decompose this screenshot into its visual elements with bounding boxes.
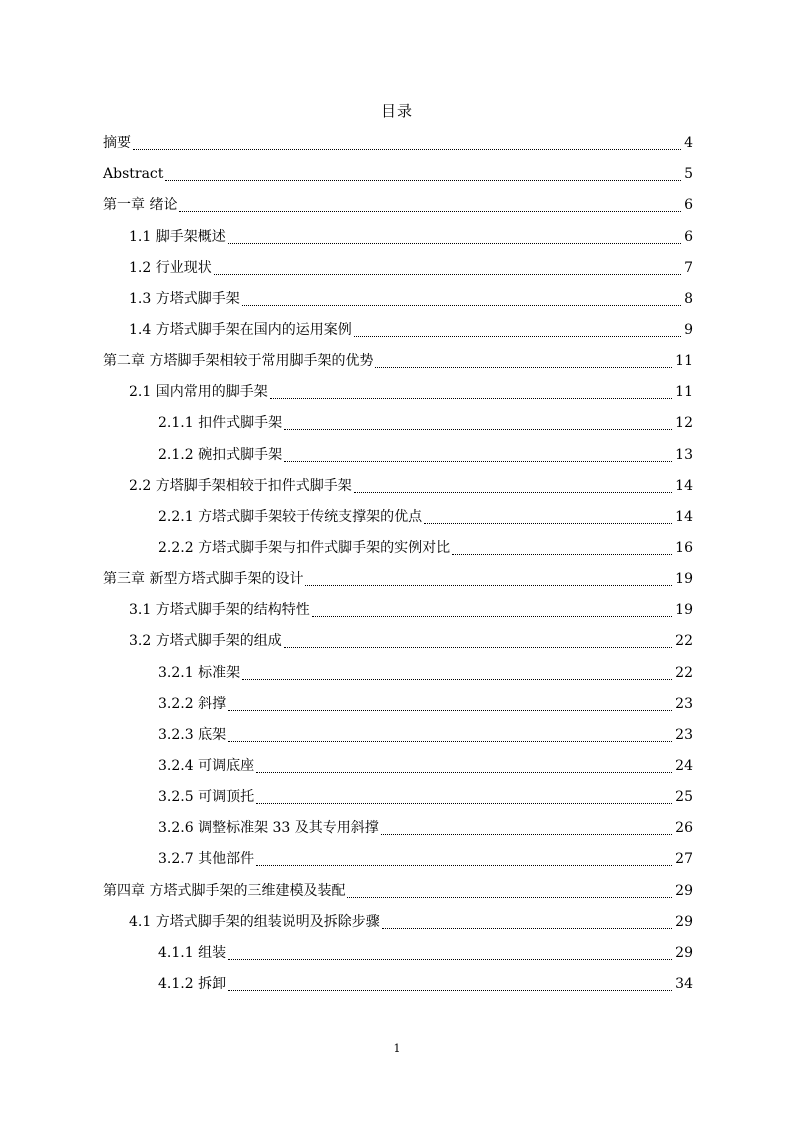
toc-entry-text: 2.2.2 方塔式脚手架与扣件式脚手架的实例对比: [158, 539, 451, 556]
toc-dot-leader: [284, 647, 672, 648]
toc-entry[interactable]: [103, 128, 693, 159]
toc-entry-text: 第三章 新型方塔式脚手架的设计: [103, 571, 304, 588]
toc-entry-page: 23: [675, 726, 693, 743]
toc-entry-text: 第二章 方塔脚手架相较于常用脚手架的优势: [103, 353, 374, 370]
toc-entry[interactable]: [103, 595, 693, 626]
toc-entry-page: 13: [675, 446, 693, 463]
toc-entry[interactable]: [103, 439, 693, 470]
toc-dot-leader: [284, 429, 672, 430]
toc-entry-page: 14: [675, 508, 693, 525]
toc-entry-page: 34: [675, 975, 693, 992]
toc-entry-text: 第一章 绪论: [103, 197, 178, 214]
toc-entry-page: 19: [675, 602, 693, 619]
toc-dot-leader: [452, 554, 672, 555]
page-number: 1: [393, 1042, 401, 1055]
toc-entry[interactable]: [103, 564, 693, 595]
toc-entry-page: 22: [675, 664, 693, 681]
toc-entry[interactable]: [103, 657, 693, 688]
toc-entry[interactable]: [103, 284, 693, 315]
toc-entry-text: 1.2 行业现状: [129, 259, 212, 276]
toc-entry-page: 14: [675, 477, 693, 494]
toc-entry[interactable]: [103, 875, 693, 906]
toc-entry-page: 22: [675, 633, 693, 650]
toc-entry-page: 11: [675, 353, 693, 370]
toc-entry-text: 3.1 方塔式脚手架的结构特性: [129, 602, 310, 619]
toc-dot-leader: [284, 461, 672, 462]
toc-dot-leader: [381, 834, 672, 835]
toc-dot-leader: [256, 803, 672, 804]
toc-entry-page: 11: [675, 384, 693, 401]
toc-dot-leader: [228, 243, 681, 244]
toc-entry[interactable]: [103, 346, 693, 377]
toc-entry-text: 1.1 脚手架概述: [129, 228, 226, 245]
toc-entry[interactable]: [103, 938, 693, 969]
toc-entry-text: 2.1.1 扣件式脚手架: [158, 415, 283, 432]
toc-entry-text: 3.2.3 底架: [158, 726, 227, 743]
toc-entry-text: 3.2.7 其他部件: [158, 851, 255, 868]
toc-entry[interactable]: [103, 813, 693, 844]
toc-entry[interactable]: [103, 751, 693, 782]
toc-entry-page: 6: [684, 197, 693, 214]
toc-entry-text: 3.2.2 斜撑: [158, 695, 227, 712]
toc-entry-text: Abstract: [103, 166, 164, 183]
toc-entry-page: 7: [684, 259, 693, 276]
toc-entry[interactable]: [103, 626, 693, 657]
toc-entry-page: 4: [684, 135, 693, 152]
toc-entry[interactable]: [103, 315, 693, 346]
toc-dot-leader: [133, 149, 681, 150]
toc-dot-leader: [228, 741, 672, 742]
toc-entry-text: 2.1 国内常用的脚手架: [129, 384, 268, 401]
toc-entry-page: 5: [684, 166, 693, 183]
toc-dot-leader: [242, 679, 672, 680]
toc-entry-page: 29: [675, 882, 693, 899]
toc-dot-leader: [312, 616, 672, 617]
toc-entry-text: 2.1.2 碗扣式脚手架: [158, 446, 283, 463]
toc-entry[interactable]: [103, 221, 693, 252]
toc-dot-leader: [228, 990, 672, 991]
toc-entry-text: 1.4 方塔式脚手架在国内的运用案例: [129, 321, 352, 338]
toc-entry-text: 3.2 方塔式脚手架的组成: [129, 633, 282, 650]
toc-entry-page: 9: [684, 321, 693, 338]
toc-entry-text: 4.1.2 拆卸: [158, 975, 227, 992]
toc-entry[interactable]: [103, 408, 693, 439]
toc-entry-page: 26: [675, 820, 693, 837]
toc-entry[interactable]: [103, 689, 693, 720]
toc-entry[interactable]: [103, 502, 693, 533]
toc-entry[interactable]: [103, 907, 693, 938]
toc-dot-leader: [256, 772, 672, 773]
toc-entry-text: 4.1 方塔式脚手架的组装说明及拆除步骤: [129, 913, 380, 930]
toc-entry[interactable]: [103, 969, 693, 1000]
toc-entry[interactable]: [103, 190, 693, 221]
toc-entry-page: 19: [675, 571, 693, 588]
toc-dot-leader: [165, 180, 681, 181]
toc-dot-leader: [228, 959, 672, 960]
toc-entry-page: 27: [675, 851, 693, 868]
toc-entry-text: 第四章 方塔式脚手架的三维建模及装配: [103, 882, 346, 899]
toc-entry[interactable]: [103, 782, 693, 813]
toc-dot-leader: [270, 398, 672, 399]
toc-entry-page: 29: [675, 944, 693, 961]
toc-entry-page: 8: [684, 290, 693, 307]
toc-dot-leader: [305, 585, 672, 586]
toc-entry-page: 12: [675, 415, 693, 432]
toc-entry-text: 3.2.4 可调底座: [158, 757, 255, 774]
toc-entry-text: 4.1.1 组装: [158, 944, 227, 961]
toc-entry-page: 25: [675, 789, 693, 806]
toc-dot-leader: [214, 274, 681, 275]
toc-dot-leader: [375, 367, 672, 368]
toc-entry-text: 3.2.1 标准架: [158, 664, 241, 681]
toc-entry-text: 3.2.5 可调顶托: [158, 789, 255, 806]
toc-entry-page: 23: [675, 695, 693, 712]
toc-entry[interactable]: [103, 533, 693, 564]
toc-dot-leader: [382, 928, 672, 929]
toc-entry-page: 29: [675, 913, 693, 930]
toc-entry[interactable]: [103, 471, 693, 502]
toc-entry[interactable]: [103, 253, 693, 284]
toc-entry-text: 2.2 方塔脚手架相较于扣件式脚手架: [129, 477, 352, 494]
toc-entry-page: 24: [675, 757, 693, 774]
toc-dot-leader: [256, 865, 672, 866]
toc-entry-text: 2.2.1 方塔式脚手架较于传统支撑架的优点: [158, 508, 423, 525]
toc-dot-leader: [242, 305, 681, 306]
toc-dot-leader: [354, 492, 672, 493]
toc-title: 目录: [380, 102, 413, 120]
toc-entry[interactable]: [103, 159, 693, 190]
toc-dot-leader: [424, 523, 672, 524]
toc-dot-leader: [228, 710, 672, 711]
toc-entry-text: 1.3 方塔式脚手架: [129, 290, 240, 307]
toc-entry[interactable]: [103, 720, 693, 751]
toc-entry[interactable]: [103, 377, 693, 408]
toc-dot-leader: [179, 211, 681, 212]
toc-entry-page: 16: [675, 539, 693, 556]
toc-list: [103, 128, 693, 1000]
toc-entry-text: 3.2.6 调整标准架 33 及其专用斜撑: [158, 820, 379, 837]
toc-dot-leader: [347, 897, 672, 898]
toc-entry-page: 6: [684, 228, 693, 245]
toc-entry-text: 摘要: [103, 135, 131, 152]
toc-dot-leader: [354, 336, 681, 337]
toc-entry[interactable]: [103, 844, 693, 875]
